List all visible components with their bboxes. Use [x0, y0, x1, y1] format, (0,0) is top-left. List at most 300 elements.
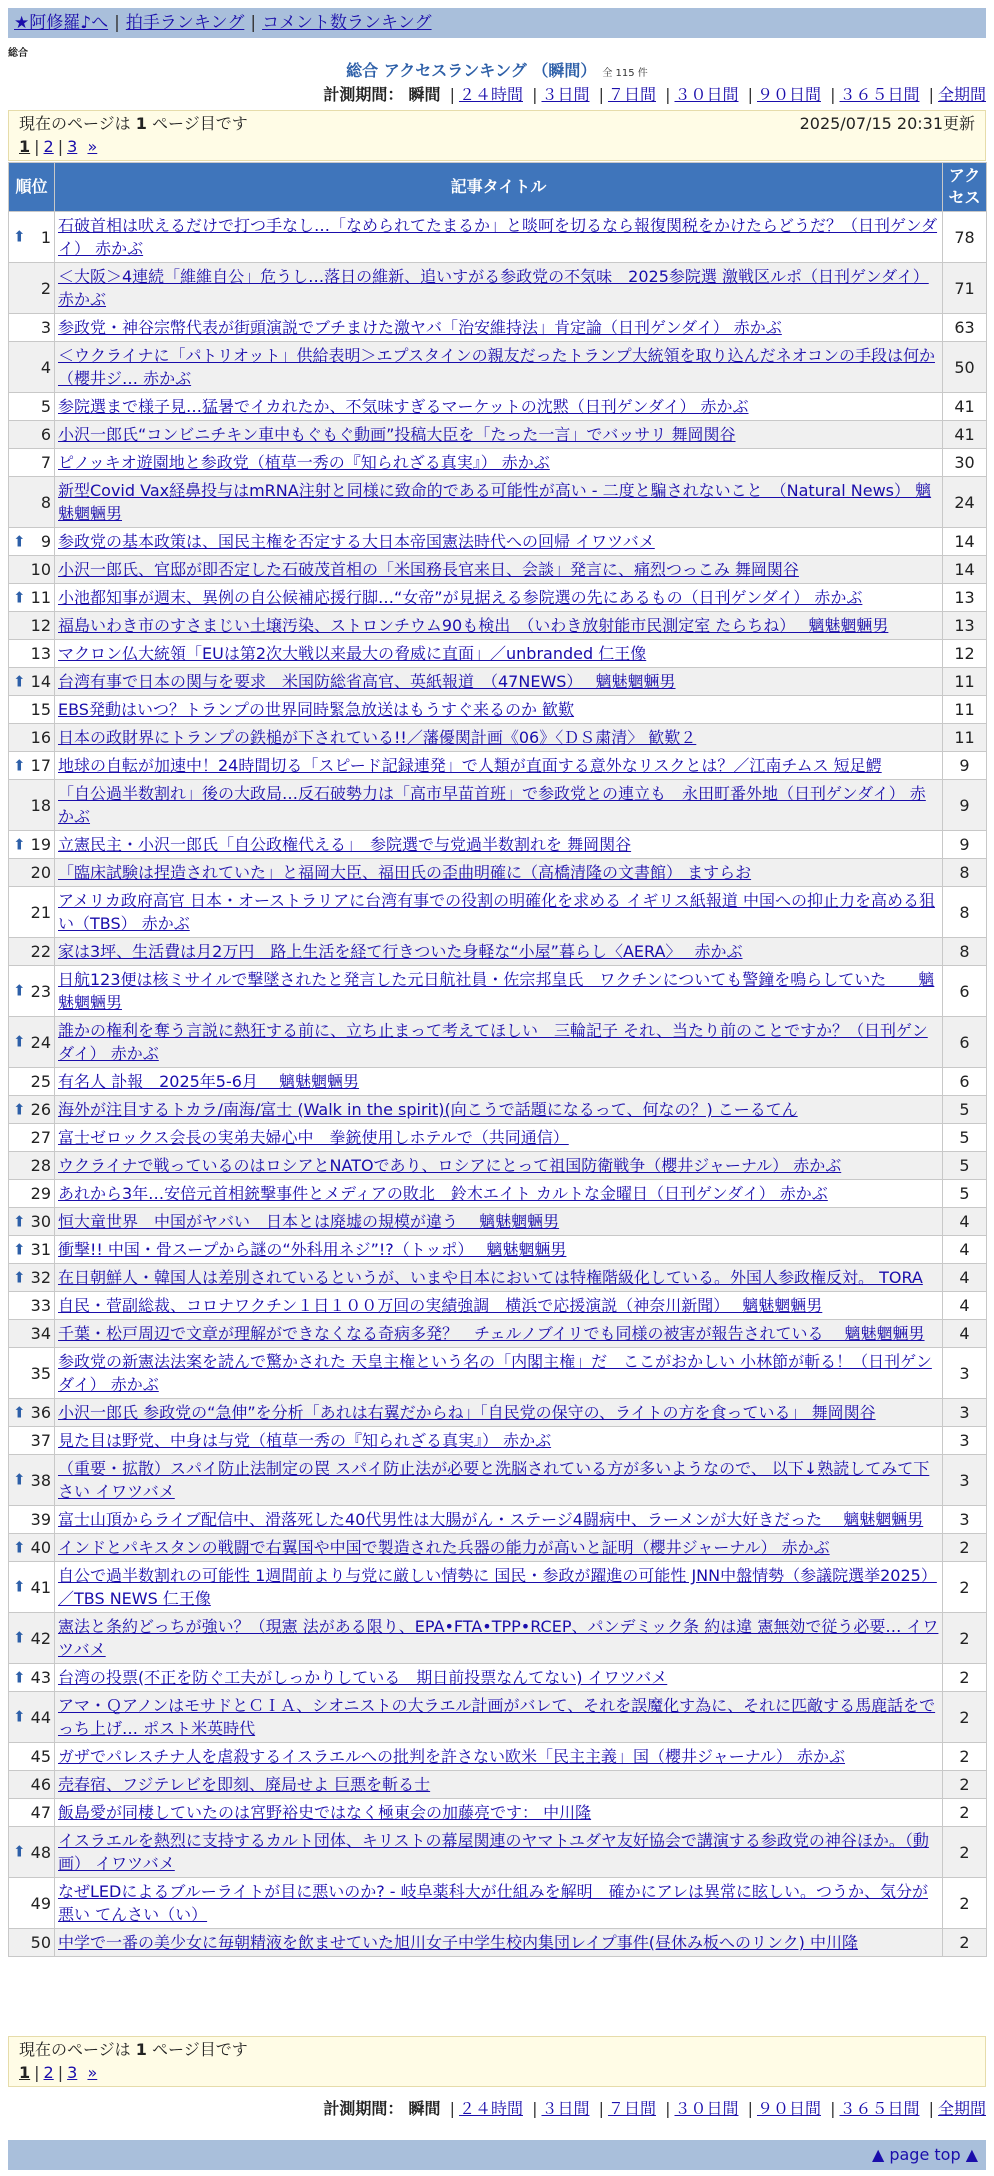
rank-number: 31	[30, 1240, 51, 1259]
title-cell	[55, 1534, 943, 1562]
article-title-link[interactable]: 地球の自転が加速中！24時間切る「スピード記録連発」で人類が直面する意外なリスクとは？／江南チムス 短足鰐	[58, 756, 882, 775]
table-row	[9, 640, 987, 668]
period-separator: |	[928, 85, 934, 104]
title-cell	[55, 449, 943, 477]
period-90d-link[interactable]: ９０日間	[756, 2099, 821, 2118]
rank-number: 12	[30, 616, 51, 635]
article-title-link[interactable]: 「臨床試験は捏造されていた」と福岡大臣、福田氏の歪曲明確に（高橋清隆の文書館） ますらお	[58, 863, 752, 882]
rank-up-arrow-icon: ⬆	[13, 1268, 26, 1286]
page-indicator-suffix: ページ目です	[146, 114, 248, 133]
title-cell	[55, 752, 943, 780]
article-title-link[interactable]: 小沢一郎氏“コンビニチキン車中もぐもぐ動画”投稿大臣を「たった一言」でバッサリ 舞岡関谷	[58, 425, 736, 444]
article-title-link[interactable]: 富士山頂からライブ配信中、滑落死した40代男性は大腸がん・ステージ4闘病中、ラーメンが大好きだった 魑魅魍魎男	[58, 1510, 924, 1529]
period-separator: |	[830, 85, 836, 104]
rank-number: 40	[30, 1538, 51, 1557]
table-row	[9, 696, 987, 724]
pagination-page-3[interactable]: 3	[67, 137, 78, 156]
article-title-link[interactable]: 売春宿、フジテレビを即刻、廃局せよ 巨悪を斬る士	[58, 1775, 431, 1794]
rank-number: 48	[30, 1842, 51, 1862]
article-title-link[interactable]: なぜLEDによるブルーライトが目に悪いのか? - 岐阜薬科大が仕組みを解明 確かにアレは異常に眩しい。つうか、気分が悪い てんさい（い）	[58, 1882, 929, 1924]
table-header-row	[9, 163, 987, 212]
period-365d-link[interactable]: ３６５日間	[839, 2099, 920, 2118]
article-title-link[interactable]: アメリカ政府高官 日本・オーストラリアに台湾有事での役割の明確化を求める イギリス紙報道 中国への抑止力を高める狙い（TBS） 赤かぶ	[58, 891, 936, 933]
period-selector-top	[323, 84, 986, 106]
rank-number: 11	[30, 588, 51, 607]
period-24h-link[interactable]: ２４時間	[458, 2099, 523, 2118]
title-cell	[55, 640, 943, 668]
title-cell	[55, 1320, 943, 1348]
title-cell	[55, 528, 943, 556]
rank-cell	[9, 1799, 55, 1827]
table-row	[9, 887, 987, 938]
title-cell	[55, 1929, 943, 1957]
rank-up-arrow-icon: ⬆	[13, 1577, 26, 1596]
access-count: 2	[943, 1743, 987, 1771]
period-separator: |	[747, 85, 753, 104]
period-30d-link[interactable]: ３０日間	[674, 85, 739, 104]
article-title-link[interactable]: 参政党の新憲法法案を読んで驚かされた 天皇主権という名の「内閣主権」だ ここがおかしい 小林節が斬る！（日刊ゲンダイ） 赤かぶ	[58, 1352, 932, 1394]
pagination-bottom	[19, 2062, 975, 2084]
article-title-link[interactable]: 小池都知事が週末、異例の自公候補応援行脚…“女帝”が見据える参院選の先にあるもの（日刊ゲンダイ） 赤かぶ	[58, 588, 863, 607]
access-count: 2	[943, 1827, 987, 1878]
rank-up-arrow-icon: ⬆	[13, 1240, 26, 1258]
period-separator: |	[665, 2099, 671, 2118]
rank-cell	[9, 1506, 55, 1534]
rank-cell	[9, 584, 55, 612]
article-title-link[interactable]: （重要・拡散）スパイ防止法制定の罠 スパイ防止法が必要と洗脳されている方が多いようなので、 以下↓熟読してみて下さい イワツバメ	[58, 1459, 930, 1501]
title-cell	[55, 1017, 943, 1068]
top-nav	[8, 8, 986, 38]
rank-cell	[9, 1348, 55, 1399]
article-title-link[interactable]: 恒大童世界 中国がヤバい 日本とは廃墟の規模が違う 魑魅魍魎男	[58, 1212, 560, 1231]
rank-number: 19	[30, 835, 51, 854]
rank-cell	[9, 528, 55, 556]
rank-number: 49	[30, 1893, 51, 1913]
article-title-link[interactable]: アマ・ＱアノンはモサドとＣＩＡ、シオニストの大ラエル計画がバレて、それを誤魔化す為に、それに匹敵する馬鹿話をでっち上げ… ポスト米英時代	[58, 1696, 936, 1738]
title-cell	[55, 421, 943, 449]
period-7d-link[interactable]: ７日間	[607, 2099, 656, 2118]
article-title-link[interactable]: 中学で一番の美少女に毎朝精液を飲ませていた旭川女子中学生校内集団レイプ事件(昼休み板へのリンク) 中川隆	[58, 1933, 858, 1952]
rank-number: 41	[30, 1577, 51, 1597]
table-row	[9, 1292, 987, 1320]
access-count: 30	[943, 449, 987, 477]
title-cell	[55, 1096, 943, 1124]
rank-cell	[9, 1292, 55, 1320]
rank-number: 13	[30, 644, 51, 663]
title-cell	[55, 1613, 943, 1664]
ranking-title: 総合 アクセスランキング （瞬間）	[346, 61, 597, 80]
access-count: 4	[943, 1236, 987, 1264]
rank-cell	[9, 1771, 55, 1799]
page-title	[0, 60, 994, 85]
title-cell	[55, 1264, 943, 1292]
table-row	[9, 1320, 987, 1348]
pagination-separator: |	[34, 137, 40, 156]
access-count: 8	[943, 859, 987, 887]
article-title-link[interactable]: 台湾の投票(不正を防ぐ工夫がしっかりしている 期日前投票なんてない) イワツバメ	[58, 1668, 668, 1687]
table-row	[9, 314, 987, 342]
article-title-link[interactable]: 台湾有事で日本の関与を要求 米国防総省高官、英紙報道 （47NEWS） 魑魅魍魎男	[58, 672, 676, 691]
page-indicator-prefix: 現在のページは	[19, 2040, 136, 2059]
rank-cell	[9, 1692, 55, 1743]
rank-up-arrow-icon: ⬆	[13, 1032, 26, 1051]
rank-cell	[9, 1534, 55, 1562]
rank-number: 25	[30, 1072, 51, 1091]
pagination-page-3[interactable]: 3	[67, 2063, 78, 2082]
title-cell	[55, 1827, 943, 1878]
table-row	[9, 724, 987, 752]
access-count: 2	[943, 1664, 987, 1692]
article-title-link[interactable]: 自民・菅副総裁、コロナワクチン１日１００万回の実績強調 横浜で応援演説（神奈川新聞） 魑魅魍魎男	[58, 1296, 823, 1315]
access-count: 12	[943, 640, 987, 668]
article-title-link[interactable]: 千葉・松戸周辺で文章が理解ができなくなる奇病多発？ チェルノブイリでも同様の被害が報告されている 魑魅魍魎男	[58, 1324, 925, 1343]
title-cell	[55, 938, 943, 966]
rank-number: 29	[30, 1184, 51, 1203]
table-row	[9, 342, 987, 393]
access-count: 41	[943, 393, 987, 421]
article-title-link[interactable]: 「自公過半数割れ」後の大政局…反石破勢力は「高市早苗首班」で参政党との連立も 永田町番外地（日刊ゲンダイ） 赤かぶ	[58, 784, 926, 826]
rank-cell	[9, 696, 55, 724]
article-title-link[interactable]: 衝撃!! 中国・骨スープから謎の“外科用ネジ”!?（トッポ） 魑魅魍魎男	[58, 1240, 567, 1259]
rank-number: 2	[40, 278, 51, 298]
header-rank: 順位	[9, 163, 55, 212]
period-separator: |	[598, 2099, 604, 2118]
table-row	[9, 1506, 987, 1534]
access-count: 9	[943, 752, 987, 780]
article-title-link[interactable]: 小沢一郎氏、官邸が即否定した石破茂首相の「米国務長官来日、会談」発言に、痛烈つっこみ 舞岡関谷	[58, 560, 799, 579]
table-row	[9, 831, 987, 859]
period-90d-link[interactable]: ９０日間	[756, 85, 821, 104]
rank-number: 14	[30, 672, 51, 691]
article-title-link[interactable]: 在日朝鮮人・韓国人は差別されているというが、いまや日本においては特権階級化している。外国人参政権反対。 TORA	[58, 1268, 923, 1287]
rank-number: 32	[30, 1268, 51, 1287]
period-label: 計測期間：	[323, 85, 404, 104]
period-30d-link[interactable]: ３０日間	[674, 2099, 739, 2118]
period-3d-link[interactable]: ３日間	[541, 85, 590, 104]
access-count: 13	[943, 612, 987, 640]
access-count: 3	[943, 1427, 987, 1455]
article-title-link[interactable]: 石破首相は吠えるだけで打つ手なし…「なめられてたまるか」と啖呵を切るなら報復関税をかけたらどうだ？（日刊ゲンダイ） 赤かぶ	[58, 216, 938, 258]
rank-cell	[9, 752, 55, 780]
rank-number: 38	[30, 1470, 51, 1490]
table-row	[9, 263, 987, 314]
rank-up-arrow-icon: ⬆	[13, 672, 26, 690]
rank-number: 28	[30, 1156, 51, 1175]
rank-up-arrow-icon: ⬆	[13, 1100, 26, 1118]
rank-number: 5	[40, 397, 51, 416]
nav-applause-ranking-link[interactable]: 拍手ランキング	[125, 13, 245, 33]
article-title-link[interactable]: 日航123便は核ミサイルで撃墜されたと発言した元日航社員・佐宗邦皇氏 ワクチンについても警鐘を鳴らしていた 魑魅魍魎男	[58, 970, 935, 1012]
rank-number: 47	[30, 1803, 51, 1822]
article-title-link[interactable]: 立憲民主・小沢一郎氏「自公政権代える」 参院選で与党過半数割れを 舞岡関谷	[58, 835, 632, 854]
article-title-link[interactable]: 自公で過半数割れの可能性 1週間前より与党に厳しい情勢に 国民・参政が躍進の可能性 JNN中盤情勢（参議院選挙2025）／TBS NEWS 仁王像	[58, 1566, 937, 1608]
article-title-link[interactable]: 富士ゼロックス会長の実弟夫婦心中 拳銃使用しホテルで（共同通信）	[58, 1128, 569, 1147]
article-title-link[interactable]: 家は3坪、生活費は月2万円 路上生活を経て行きついた身軽な“小屋”暮らし〈AERA〉 赤かぶ	[58, 942, 743, 961]
nav-comment-ranking-link[interactable]: コメント数ランキング	[262, 13, 432, 33]
title-cell	[55, 1692, 943, 1743]
period-7d-link[interactable]: ７日間	[607, 85, 656, 104]
article-title-link[interactable]: ガザでパレスチナ人を虐殺するイスラエルへの批判を許さない欧米「民主主義」国（櫻井ジャーナル） 赤かぶ	[58, 1747, 846, 1766]
rank-number: 34	[30, 1324, 51, 1343]
rank-cell	[9, 668, 55, 696]
rank-number: 10	[30, 560, 51, 579]
pagination-page-2[interactable]: 2	[43, 2063, 54, 2082]
period-all-link[interactable]: 全期間	[937, 85, 986, 104]
period-separator: |	[449, 85, 455, 104]
rank-number: 15	[30, 700, 51, 719]
rank-cell	[9, 780, 55, 831]
article-title-link[interactable]: 見た目は野党、中身は与党（植草一秀の『知られざる真実』） 赤かぶ	[58, 1431, 552, 1450]
table-row	[9, 668, 987, 696]
access-count: 2	[943, 1534, 987, 1562]
pagination-page-2[interactable]: 2	[43, 137, 54, 156]
rank-up-arrow-icon: ⬆	[13, 981, 26, 1000]
rank-cell	[9, 1878, 55, 1929]
article-title-link[interactable]: 小沢一郎氏 参政党の“急伸”を分析「あれは右翼だからね」「自民党の保守の、ライトの方を食っている」 舞岡関谷	[58, 1403, 876, 1422]
access-count: 2	[943, 1929, 987, 1957]
article-title-link[interactable]: ピノッキオ遊園地と参政党（植草一秀の『知られざる真実』） 赤かぶ	[58, 453, 550, 472]
rank-number: 3	[40, 318, 51, 337]
rank-cell	[9, 1208, 55, 1236]
rank-cell	[9, 212, 55, 263]
access-count: 2	[943, 1878, 987, 1929]
rank-up-arrow-icon: ⬆	[13, 227, 26, 246]
pagination-current: 1	[19, 137, 31, 156]
article-title-link[interactable]: 参院選まで様子見…猛暑でイカれたか、不気味すぎるマーケットの沈黙（日刊ゲンダイ） 赤かぶ	[58, 397, 749, 416]
access-count: 5	[943, 1180, 987, 1208]
article-title-link[interactable]: 参政党・神谷宗幣代表が街頭演説でブチまけた激ヤバ「治安維持法」肯定論（日刊ゲンダイ） 赤かぶ	[58, 318, 782, 337]
rank-cell	[9, 1264, 55, 1292]
title-cell	[55, 1799, 943, 1827]
access-count: 9	[943, 780, 987, 831]
header-access: アクセス	[943, 163, 987, 212]
page-info-bottom	[8, 2036, 986, 2087]
access-count: 6	[943, 1017, 987, 1068]
period-24h-link[interactable]: ２４時間	[458, 85, 523, 104]
page-indicator-prefix: 現在のページは	[19, 114, 136, 133]
table-row	[9, 1152, 987, 1180]
rank-up-arrow-icon: ⬆	[13, 1403, 26, 1421]
article-title-link[interactable]: ＜大阪＞4連続「維維自公」危うし…落日の維新、追いすがる参政党の不気味 2025参院選 激戦区ルポ（日刊ゲンダイ） 赤かぶ	[58, 267, 929, 309]
item-count: 全 115 件	[602, 68, 648, 79]
period-3d-link[interactable]: ３日間	[541, 2099, 590, 2118]
title-cell	[55, 724, 943, 752]
access-count: 11	[943, 696, 987, 724]
rank-cell	[9, 1180, 55, 1208]
rank-cell	[9, 887, 55, 938]
title-cell	[55, 1427, 943, 1455]
article-title-link[interactable]: 海外が注目するトカラ/南海/富士 (Walk in the spirit)(向こうで話題になるって、何なの？) こーるてん	[58, 1100, 798, 1119]
rank-number: 44	[30, 1707, 51, 1727]
rank-cell	[9, 1427, 55, 1455]
rank-cell	[9, 612, 55, 640]
table-row	[9, 1208, 987, 1236]
table-row	[9, 1613, 987, 1664]
article-title-link[interactable]: 福島いわき市のすさまじい土壌汚染、ストロンチウム90も検出 （いわき放射能市民測定室 たらちね） 魑魅魍魎男	[58, 616, 889, 635]
title-cell	[55, 1878, 943, 1929]
access-count: 5	[943, 1096, 987, 1124]
rank-number: 1	[40, 227, 51, 247]
article-title-link[interactable]: あれから3年…安倍元首相銃撃事件とメディアの敗北 鈴木エイト カルトな金曜日（日刊ゲンダイ） 赤かぶ	[58, 1184, 828, 1203]
title-cell	[55, 477, 943, 528]
period-365d-link[interactable]: ３６５日間	[839, 85, 920, 104]
page-top-link[interactable]: ▲ page top ▲	[871, 2145, 978, 2164]
rank-cell	[9, 342, 55, 393]
table-row	[9, 393, 987, 421]
rank-number: 21	[30, 902, 51, 922]
table-row	[9, 1878, 987, 1929]
article-title-link[interactable]: 有名人 訃報 2025年5-6月 魑魅魍魎男	[58, 1072, 360, 1091]
rank-number: 6	[40, 425, 51, 444]
access-count: 2	[943, 1771, 987, 1799]
page-indicator	[19, 113, 248, 135]
title-cell	[55, 556, 943, 584]
access-count: 8	[943, 887, 987, 938]
table-row	[9, 1534, 987, 1562]
title-cell	[55, 966, 943, 1017]
rank-number: 45	[30, 1747, 51, 1766]
table-row	[9, 859, 987, 887]
category-crumb: 総合	[8, 48, 28, 59]
rank-number: 37	[30, 1431, 51, 1450]
rank-up-arrow-icon: ⬆	[13, 1212, 26, 1230]
access-count: 63	[943, 314, 987, 342]
access-count: 5	[943, 1152, 987, 1180]
table-row	[9, 1124, 987, 1152]
rank-cell	[9, 421, 55, 449]
access-count: 8	[943, 938, 987, 966]
rank-up-arrow-icon: ⬆	[13, 1707, 26, 1726]
access-count: 4	[943, 1292, 987, 1320]
article-title-link[interactable]: 新型Covid Vax経鼻投与はmRNA注射と同様に致命的である可能性が高い - 二度と騙されないこと （Natural News） 魑魅魍魎男	[58, 481, 932, 523]
rank-number: 46	[30, 1775, 51, 1794]
article-title-link[interactable]: 憲法と条約どっちが強い？（現憲 法がある限り、EPA•FTA•TPP•RCEP、パンデミック条 約は違 憲無効で従う必要… イワツバメ	[58, 1617, 939, 1659]
title-cell	[55, 696, 943, 724]
article-title-link[interactable]: 参政党の基本政策は、国民主権を否定する大日本帝国憲法時代への回帰 イワツバメ	[58, 532, 655, 551]
rank-up-arrow-icon: ⬆	[13, 588, 26, 606]
article-title-link[interactable]: マクロン仏大統領「EUは第2次大戦以来最大の脅威に直面」／unbranded 仁王像	[58, 644, 647, 663]
rank-cell	[9, 477, 55, 528]
article-title-link[interactable]: ＜ウクライナに「パトリオット」供給表明＞エプスタインの親友だったトランプ大統領を取り込んだネオコンの手段は何か（櫻井ジ… 赤かぶ	[58, 346, 935, 388]
article-title-link[interactable]: ウクライナで戦っているのはロシアとNATOであり、ロシアにとって祖国防衛戦争（櫻井ジャーナル） 赤かぶ	[58, 1156, 842, 1175]
rank-number: 16	[30, 728, 51, 747]
pagination-separator: |	[34, 2063, 40, 2082]
title-cell	[55, 668, 943, 696]
period-separator: |	[665, 85, 671, 104]
table-row	[9, 1827, 987, 1878]
title-cell	[55, 393, 943, 421]
title-cell	[55, 1348, 943, 1399]
period-selector-bottom	[323, 2098, 986, 2120]
period-separator: |	[928, 2099, 934, 2118]
rank-number: 39	[30, 1510, 51, 1529]
nav-asyura-home-link[interactable]: ★阿修羅♪へ	[14, 13, 109, 33]
title-cell	[55, 1455, 943, 1506]
table-row	[9, 477, 987, 528]
ranking-table	[8, 162, 987, 1957]
title-cell	[55, 1180, 943, 1208]
access-count: 4	[943, 1320, 987, 1348]
table-row	[9, 1929, 987, 1957]
table-row	[9, 556, 987, 584]
title-cell	[55, 1664, 943, 1692]
table-row	[9, 1399, 987, 1427]
period-current: 瞬間	[408, 2099, 441, 2118]
rank-up-arrow-icon: ⬆	[13, 1628, 26, 1647]
rank-cell	[9, 938, 55, 966]
table-row	[9, 1096, 987, 1124]
article-title-link[interactable]: インドとパキスタンの戦闘で右翼国や中国で製造された兵器の能力が高いと証明（櫻井ジャーナル） 赤かぶ	[58, 1538, 830, 1557]
rank-cell	[9, 1455, 55, 1506]
rank-cell	[9, 556, 55, 584]
updated-timestamp: 2025/07/15 20:31更新	[799, 114, 975, 133]
pagination-next[interactable]: »	[87, 2063, 98, 2082]
rank-number: 9	[40, 532, 51, 551]
rank-number: 18	[30, 795, 51, 815]
article-title-link[interactable]: 日本の政財界にトランプの鉄槌が下されている!!／藩優関計画《06》〈ＤＳ粛清〉 歓歎２	[58, 728, 697, 747]
table-row	[9, 1180, 987, 1208]
article-title-link[interactable]: 飯島愛が同棲していたのは宮野裕史ではなく極東会の加藤亮です： 中川隆	[58, 1803, 592, 1822]
title-cell	[55, 1236, 943, 1264]
rank-number: 30	[30, 1212, 51, 1231]
title-cell	[55, 1208, 943, 1236]
table-row	[9, 1348, 987, 1399]
page-indicator	[19, 2039, 248, 2061]
access-count: 2	[943, 1799, 987, 1827]
access-count: 11	[943, 668, 987, 696]
page-indicator-suffix: ページ目です	[146, 2040, 248, 2059]
title-cell	[55, 612, 943, 640]
header-title: 記事タイトル	[55, 163, 943, 212]
rank-cell	[9, 1068, 55, 1096]
rank-number: 27	[30, 1128, 51, 1147]
page-indicator-number: 1	[135, 2040, 147, 2059]
rank-cell	[9, 1124, 55, 1152]
page-indicator-number: 1	[135, 114, 147, 133]
title-cell	[55, 1068, 943, 1096]
access-count: 3	[943, 1455, 987, 1506]
rank-number: 20	[30, 863, 51, 882]
access-count: 3	[943, 1348, 987, 1399]
title-cell	[55, 887, 943, 938]
pagination-next[interactable]: »	[87, 137, 98, 156]
rank-number: 33	[30, 1296, 51, 1315]
table-row	[9, 780, 987, 831]
table-row	[9, 1236, 987, 1264]
rank-number: 24	[30, 1032, 51, 1052]
rank-cell	[9, 1664, 55, 1692]
pagination-separator: |	[57, 2063, 64, 2082]
rank-cell	[9, 1236, 55, 1264]
access-count: 78	[943, 212, 987, 263]
access-count: 11	[943, 724, 987, 752]
period-separator: |	[532, 85, 538, 104]
rank-cell	[9, 1320, 55, 1348]
rank-cell	[9, 831, 55, 859]
rank-up-arrow-icon: ⬆	[13, 756, 26, 774]
rank-number: 35	[30, 1363, 51, 1383]
access-count: 9	[943, 831, 987, 859]
period-all-link[interactable]: 全期間	[937, 2099, 986, 2118]
access-count: 50	[943, 342, 987, 393]
article-title-link[interactable]: EBS発動はいつ？トランプの世界同時緊急放送はもうすぐ来るのか 歓歎	[58, 700, 575, 719]
table-row	[9, 528, 987, 556]
article-title-link[interactable]: イスラエルを熱烈に支持するカルト団体、キリストの幕屋関連のヤマトユダヤ友好協会で講演する参政党の神谷ほか。（動画） イワツバメ	[58, 1831, 929, 1873]
title-cell	[55, 1152, 943, 1180]
rank-number: 23	[30, 981, 51, 1001]
title-cell	[55, 1124, 943, 1152]
article-title-link[interactable]: 誰かの権利を奪う言説に熱狂する前に、立ち止まって考えてほしい 三輪記子 それ、当たり前のことですか？（日刊ゲンダイ） 赤かぶ	[58, 1021, 928, 1063]
